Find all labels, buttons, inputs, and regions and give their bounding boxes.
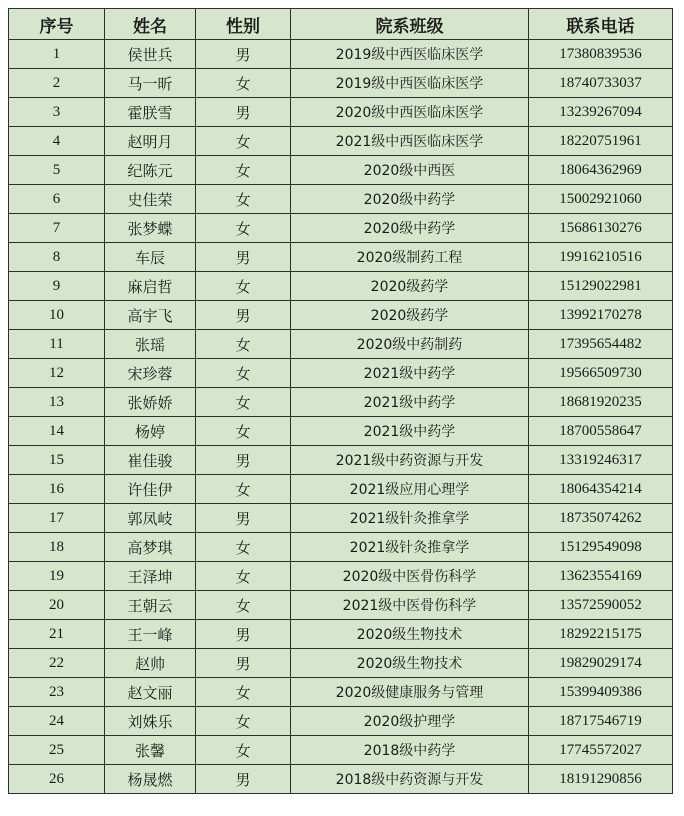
row-phone-cell: 18735074262 [529, 504, 673, 533]
row-phone-cell: 15129022981 [529, 272, 673, 301]
table-row [9, 359, 673, 388]
row-name-cell: 王朝云 [105, 591, 196, 620]
row-class-cell: 2020级中西医临床医学 [291, 98, 529, 127]
row-gender-cell: 女 [196, 156, 291, 185]
header-gender: 性别 [196, 9, 291, 40]
row-name-cell: 赵明月 [105, 127, 196, 156]
row-phone-cell: 15686130276 [529, 214, 673, 243]
row-gender-cell: 女 [196, 591, 291, 620]
student-contact-table-frame [8, 8, 672, 794]
row-phone-cell: 18220751961 [529, 127, 673, 156]
row-phone-cell: 13572590052 [529, 591, 673, 620]
row-index-cell: 6 [9, 185, 105, 214]
row-gender-cell: 女 [196, 736, 291, 765]
row-name-cell: 马一昕 [105, 69, 196, 98]
row-index-cell: 14 [9, 417, 105, 446]
header-name: 姓名 [105, 9, 196, 40]
row-gender-cell: 女 [196, 127, 291, 156]
row-name-cell: 宋珍蓉 [105, 359, 196, 388]
row-gender-cell: 女 [196, 185, 291, 214]
row-phone-cell: 13319246317 [529, 446, 673, 475]
row-index-cell: 16 [9, 475, 105, 504]
row-class-cell: 2020级中药制药 [291, 330, 529, 359]
row-name-cell: 许佳伊 [105, 475, 196, 504]
row-gender-cell: 男 [196, 504, 291, 533]
student-contact-table [8, 8, 673, 794]
row-name-cell: 刘姝乐 [105, 707, 196, 736]
row-class-cell: 2021级中药学 [291, 388, 529, 417]
row-class-cell: 2021级中药资源与开发 [291, 446, 529, 475]
row-class-cell: 2021级针灸推拿学 [291, 533, 529, 562]
row-phone-cell: 19566509730 [529, 359, 673, 388]
row-phone-cell: 13992170278 [529, 301, 673, 330]
row-index-cell: 1 [9, 40, 105, 69]
row-name-cell: 张梦蝶 [105, 214, 196, 243]
row-gender-cell: 女 [196, 417, 291, 446]
row-index-cell: 19 [9, 562, 105, 591]
row-index-cell: 18 [9, 533, 105, 562]
row-name-cell: 郭凤岐 [105, 504, 196, 533]
row-name-cell: 王一峰 [105, 620, 196, 649]
row-phone-cell: 17745572027 [529, 736, 673, 765]
row-gender-cell: 女 [196, 707, 291, 736]
header-phone: 联系电话 [529, 9, 673, 40]
row-phone-cell: 18717546719 [529, 707, 673, 736]
table-row [9, 185, 673, 214]
table-row [9, 330, 673, 359]
table-row [9, 591, 673, 620]
table-row [9, 707, 673, 736]
row-name-cell: 崔佳骏 [105, 446, 196, 475]
table-row [9, 533, 673, 562]
row-index-cell: 17 [9, 504, 105, 533]
row-index-cell: 2 [9, 69, 105, 98]
table-row [9, 156, 673, 185]
row-index-cell: 4 [9, 127, 105, 156]
table-row [9, 765, 673, 794]
row-gender-cell: 男 [196, 446, 291, 475]
row-gender-cell: 女 [196, 272, 291, 301]
table-row [9, 272, 673, 301]
header-class: 院系班级 [291, 9, 529, 40]
row-name-cell: 高梦琪 [105, 533, 196, 562]
row-phone-cell: 13623554169 [529, 562, 673, 591]
row-name-cell: 杨晟燃 [105, 765, 196, 794]
row-phone-cell: 17395654482 [529, 330, 673, 359]
row-gender-cell: 女 [196, 475, 291, 504]
row-name-cell: 赵帅 [105, 649, 196, 678]
table-row [9, 620, 673, 649]
row-gender-cell: 女 [196, 388, 291, 417]
row-index-cell: 20 [9, 591, 105, 620]
row-class-cell: 2020级生物技术 [291, 620, 529, 649]
row-phone-cell: 15002921060 [529, 185, 673, 214]
table-row [9, 736, 673, 765]
row-phone-cell: 18064362969 [529, 156, 673, 185]
row-class-cell: 2021级中西医临床医学 [291, 127, 529, 156]
row-gender-cell: 男 [196, 765, 291, 794]
row-class-cell: 2021级中药学 [291, 359, 529, 388]
row-gender-cell: 女 [196, 678, 291, 707]
table-row [9, 98, 673, 127]
row-class-cell: 2019级中西医临床医学 [291, 69, 529, 98]
row-class-cell: 2020级生物技术 [291, 649, 529, 678]
table-row [9, 446, 673, 475]
table-row [9, 40, 673, 69]
row-index-cell: 24 [9, 707, 105, 736]
row-class-cell: 2020级中西医 [291, 156, 529, 185]
table-row [9, 678, 673, 707]
row-name-cell: 高宇飞 [105, 301, 196, 330]
row-gender-cell: 男 [196, 649, 291, 678]
row-index-cell: 25 [9, 736, 105, 765]
row-class-cell: 2020级健康服务与管理 [291, 678, 529, 707]
table-row [9, 69, 673, 98]
row-phone-cell: 18064354214 [529, 475, 673, 504]
row-gender-cell: 女 [196, 533, 291, 562]
row-index-cell: 15 [9, 446, 105, 475]
row-class-cell: 2021级针灸推拿学 [291, 504, 529, 533]
row-gender-cell: 女 [196, 330, 291, 359]
row-gender-cell: 男 [196, 40, 291, 69]
row-class-cell: 2020级中药学 [291, 185, 529, 214]
row-class-cell: 2020级中医骨伤科学 [291, 562, 529, 591]
table-row [9, 417, 673, 446]
header-index: 序号 [9, 9, 105, 40]
table-row [9, 388, 673, 417]
row-name-cell: 霍朕雪 [105, 98, 196, 127]
row-phone-cell: 18191290856 [529, 765, 673, 794]
row-class-cell: 2020级中药学 [291, 214, 529, 243]
row-index-cell: 21 [9, 620, 105, 649]
table-row [9, 127, 673, 156]
row-index-cell: 7 [9, 214, 105, 243]
row-name-cell: 车辰 [105, 243, 196, 272]
row-index-cell: 11 [9, 330, 105, 359]
row-phone-cell: 15399409386 [529, 678, 673, 707]
row-gender-cell: 男 [196, 98, 291, 127]
row-class-cell: 2020级药学 [291, 272, 529, 301]
row-gender-cell: 女 [196, 69, 291, 98]
row-class-cell: 2020级药学 [291, 301, 529, 330]
row-phone-cell: 18700558647 [529, 417, 673, 446]
row-gender-cell: 女 [196, 214, 291, 243]
row-name-cell: 史佳荣 [105, 185, 196, 214]
row-name-cell: 纪陈元 [105, 156, 196, 185]
table-header-row [9, 9, 673, 40]
row-class-cell: 2018级中药资源与开发 [291, 765, 529, 794]
row-gender-cell: 男 [196, 620, 291, 649]
row-class-cell: 2020级护理学 [291, 707, 529, 736]
row-index-cell: 13 [9, 388, 105, 417]
row-name-cell: 侯世兵 [105, 40, 196, 69]
row-class-cell: 2020级制药工程 [291, 243, 529, 272]
row-name-cell: 王泽坤 [105, 562, 196, 591]
table-row [9, 504, 673, 533]
row-index-cell: 10 [9, 301, 105, 330]
row-gender-cell: 女 [196, 359, 291, 388]
row-gender-cell: 女 [196, 562, 291, 591]
row-name-cell: 赵文丽 [105, 678, 196, 707]
row-phone-cell: 19829029174 [529, 649, 673, 678]
row-phone-cell: 18292215175 [529, 620, 673, 649]
row-class-cell: 2021级应用心理学 [291, 475, 529, 504]
row-phone-cell: 15129549098 [529, 533, 673, 562]
row-index-cell: 3 [9, 98, 105, 127]
table-row [9, 562, 673, 591]
row-phone-cell: 17380839536 [529, 40, 673, 69]
row-name-cell: 张娇娇 [105, 388, 196, 417]
row-class-cell: 2021级中药学 [291, 417, 529, 446]
row-name-cell: 杨婷 [105, 417, 196, 446]
row-index-cell: 5 [9, 156, 105, 185]
table-row [9, 475, 673, 504]
table-row [9, 301, 673, 330]
row-class-cell: 2021级中医骨伤科学 [291, 591, 529, 620]
table-row [9, 649, 673, 678]
row-index-cell: 12 [9, 359, 105, 388]
row-index-cell: 9 [9, 272, 105, 301]
table-body [9, 40, 673, 794]
row-index-cell: 8 [9, 243, 105, 272]
row-name-cell: 张瑶 [105, 330, 196, 359]
table-row [9, 214, 673, 243]
row-name-cell: 张馨 [105, 736, 196, 765]
row-name-cell: 麻启哲 [105, 272, 196, 301]
row-phone-cell: 13239267094 [529, 98, 673, 127]
row-index-cell: 23 [9, 678, 105, 707]
row-phone-cell: 19916210516 [529, 243, 673, 272]
row-index-cell: 26 [9, 765, 105, 794]
row-index-cell: 22 [9, 649, 105, 678]
row-class-cell: 2018级中药学 [291, 736, 529, 765]
table-row [9, 243, 673, 272]
row-gender-cell: 男 [196, 301, 291, 330]
row-phone-cell: 18681920235 [529, 388, 673, 417]
row-gender-cell: 男 [196, 243, 291, 272]
row-phone-cell: 18740733037 [529, 69, 673, 98]
row-class-cell: 2019级中西医临床医学 [291, 40, 529, 69]
